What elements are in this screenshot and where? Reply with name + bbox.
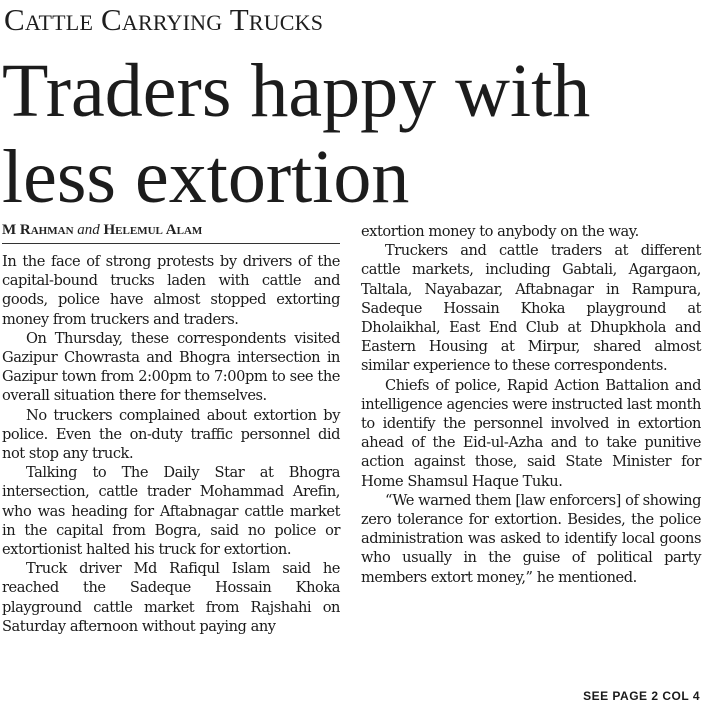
paragraph: No truckers complained about extortion by police. Even the on-duty traffic personnel did not stop any truck. — [2, 406, 340, 463]
paragraph: Talking to The Daily Star at Bhogra intersection, cattle trader Mohammad Arefin, who was heading for Aftabnagar cattle market in the capital from Bogra, said no police or extortionist halted his truck for extortion. — [2, 464, 340, 559]
paragraph: “We warned them [law enforcers] of showing zero tolerance for extortion. Besides, the police administration was asked to identify local goons who usually in the guise of political party members extort money,” he mentioned. — [361, 491, 702, 586]
byline-author-2: Helemul Alam — [103, 222, 203, 238]
paragraph: Truckers and cattle traders at different cattle markets, including Gabtali, Agargaon, Taltala, Nayabazar, Aftabnagar in Rampura, Sadeque Hossain Khoka playground at Dholaikhal, East End Club at Dhupkhola and Eastern Housing at Mirpur, shared almost similar experience to these correspondents. — [361, 242, 701, 375]
paragraph: Truck driver Md Rafiqul Islam said he reached the Sadeque Hossain Khoka playground cattle market from Rajshahi on Saturday afternoon without paying any — [2, 560, 340, 635]
column-right — [361, 222, 701, 587]
headline: Traders happy with less extortion — [2, 49, 591, 219]
kicker: Cattle Carrying Trucks — [4, 2, 324, 37]
paragraph: extortion money to anybody on the way. — [361, 223, 639, 240]
paragraph: On Thursday, these correspondents visited Gazipur Chowrasta and Bhogra intersection in Gazipur town from 2:00pm to 7:00pm to see the overall situation there for themselves. — [2, 329, 340, 405]
byline-author-1: M Rahman — [2, 222, 74, 238]
byline-conjunction: and — [77, 222, 100, 238]
paragraph: Chiefs of police, Rapid Action Battalion and intelligence agencies were instructed last month to identify the personnel involved in extortion ahead of the Eid-ul-Azha and to take punitive action against those, said State Minister for Home Shamsul Haque Tuku. — [361, 376, 701, 490]
continued-jump-line: SEE PAGE 2 COL 4 — [583, 689, 700, 703]
paragraph: In the face of strong protests by drivers of the capital-bound trucks laden with cattle and goods, police have almost stopped extorting money from truckers and traders. — [2, 253, 340, 328]
byline — [2, 222, 340, 244]
column-left — [2, 222, 340, 636]
